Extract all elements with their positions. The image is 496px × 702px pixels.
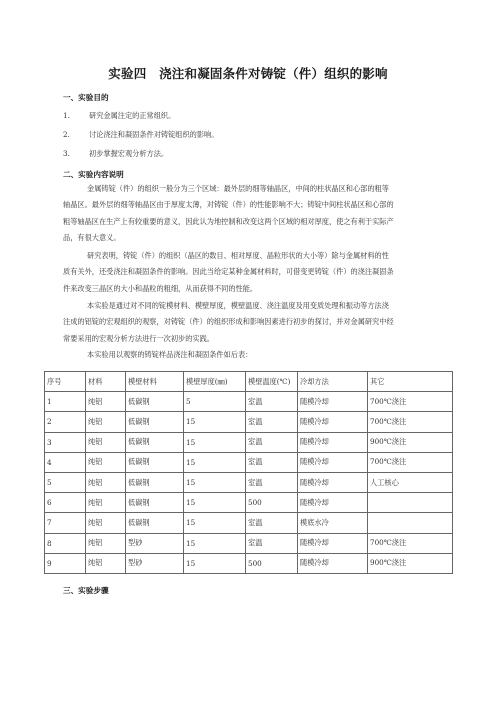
table-cell: 3: [45, 432, 86, 452]
objective-text: 初步掌握宏观分析方法。: [89, 149, 169, 158]
objective-number: 2.: [63, 130, 70, 139]
casting-conditions-table: [44, 371, 453, 574]
table-row: [45, 493, 453, 513]
table-cell: 低碳钢: [126, 392, 184, 412]
table-cell: 型砂: [126, 533, 184, 553]
table-cell: 低碳钢: [126, 412, 184, 432]
table-cell: 15: [184, 472, 246, 492]
table-cell: 5: [45, 472, 86, 492]
table-cell: 纯铝: [86, 553, 126, 573]
table-cell: 700℃浇注: [368, 392, 453, 412]
objective-item-3: [63, 149, 168, 159]
table-cell: 随模冷却: [298, 472, 368, 492]
table-cell: 低碳钢: [126, 452, 184, 472]
table-cell: 随模冷却: [298, 432, 368, 452]
table-cell: [368, 513, 453, 533]
table-cell: 5: [184, 392, 246, 412]
section-heading-steps: 三、实验步骤: [63, 586, 109, 595]
paragraph-research-findings: 研究表明，铸锭（件）的组织（晶区的数目、相对厚度、晶粒形状的大小等）除与金属材料的性 质有关外，还受浇注和凝固条件的影响。因此当给定某种金属材料时，可借变更铸锭（件）的浇注凝固条 件来改变三晶区的大小和晶粒的粗细，从而获得不同的性能。: [63, 251, 394, 293]
table-cell: 500: [246, 493, 298, 513]
table-row: [45, 513, 453, 533]
table-cell: 型砂: [126, 553, 184, 573]
objective-text: 研究金属注定的正常组织。: [89, 111, 176, 120]
table-cell: [368, 493, 453, 513]
table-cell: 15: [184, 513, 246, 533]
section-heading-content: 二、实验内容说明: [63, 170, 124, 179]
table-row: [45, 472, 453, 492]
table-cell: 纯铝: [86, 472, 126, 492]
table-cell: 2: [45, 412, 86, 432]
table-cell: 15: [184, 493, 246, 513]
table-header-cell: 模壁厚度(㎜): [184, 372, 246, 392]
table-cell: 随模冷却: [298, 452, 368, 472]
table-cell: 低碳钢: [126, 493, 184, 513]
table-cell: 随模冷却: [298, 412, 368, 432]
table-cell: 纯铝: [86, 412, 126, 432]
table-cell: 室温: [246, 452, 298, 472]
table-header-cell: 材料: [86, 372, 126, 392]
objective-number: 3.: [63, 149, 70, 158]
table-cell: 9: [45, 553, 86, 573]
table-cell: 人工核心: [368, 472, 453, 492]
table-cell: 纯铝: [86, 493, 126, 513]
table-header-row: [45, 372, 453, 392]
page-title: 实验四 浇注和凝固条件对铸锭（件）组织的影响: [108, 66, 388, 81]
table-cell: 7: [45, 513, 86, 533]
table-cell: 700℃浇注: [368, 533, 453, 553]
table-cell: 室温: [246, 533, 298, 553]
table-cell: 15: [184, 412, 246, 432]
table-cell: 15: [184, 533, 246, 553]
objective-text: 讨论浇注和凝固条件对铸锭组织的影响。: [89, 130, 219, 139]
table-cell: 纯铝: [86, 432, 126, 452]
paragraph-table-intro: 本实验用以观察的铸锭样品浇注和凝固条件如后表：: [87, 350, 253, 359]
section-heading-objectives: 一、实验目的: [63, 93, 109, 102]
table-cell: 室温: [246, 392, 298, 412]
table-cell: 500: [246, 553, 298, 573]
table-cell: 900℃浇注: [368, 553, 453, 573]
table-cell: 1: [45, 392, 86, 412]
table-row: [45, 412, 453, 432]
table-cell: 900℃浇注: [368, 432, 453, 452]
table-row: [45, 392, 453, 412]
table-row: [45, 553, 453, 573]
table-cell: 4: [45, 452, 86, 472]
table-cell: 15: [184, 553, 246, 573]
table-cell: 随模冷却: [298, 533, 368, 553]
table-cell: 8: [45, 533, 86, 553]
table-row: [45, 452, 453, 472]
table-cell: 15: [184, 432, 246, 452]
table-cell: 6: [45, 493, 86, 513]
table-cell: 模底水冷: [298, 513, 368, 533]
table-cell: 随模冷却: [298, 392, 368, 412]
table-cell: 纯铝: [86, 452, 126, 472]
table-cell: 低碳钢: [126, 472, 184, 492]
table-cell: 随模冷却: [298, 493, 368, 513]
table-cell: 纯铝: [86, 533, 126, 553]
table-cell: 纯铝: [86, 392, 126, 412]
table-header-cell: 模壁温度(℃): [246, 372, 298, 392]
paragraph-structure-zones: 金属铸锭（件）的组织一般分为三个区域：最外层的细等轴晶区，中间的柱状晶区和心部的粗等 轴晶区。最外层的细等轴晶区由于厚度太薄，对铸锭（件）的性能影响不大；铸锭中间柱状晶区和心部的 粗等轴晶区在生产上有较重要的意义，因此认为地控制和改变这两个区域的相对厚度，使之有利于实际产 品，有很大意义。: [63, 184, 394, 243]
table-cell: 低碳钢: [126, 432, 184, 452]
objective-item-2: [63, 130, 218, 140]
table-cell: 室温: [246, 412, 298, 432]
table-cell: 室温: [246, 513, 298, 533]
table-cell: 随模冷却: [298, 553, 368, 573]
table-header-cell: 冷却方法: [298, 372, 368, 392]
table-cell: 15: [184, 452, 246, 472]
table-header-cell: 其它: [368, 372, 453, 392]
table-cell: 纯铝: [86, 513, 126, 533]
paragraph-experiment-purpose: 本实验是通过对不同的锭模材料、模壁厚度，模壁温度、浇注温度及用变质处理和振动等方法浇 注成的铝锭的宏观组织的观察，对铸锭（件）的组织形成和影响因素进行初步的探讨，并对金属研究中经 常要采用的宏观分析方法进行一次初步的实践。: [63, 301, 394, 343]
table-cell: 700℃浇注: [368, 452, 453, 472]
table-row: [45, 432, 453, 452]
objective-number: 1.: [63, 111, 70, 120]
table-row: [45, 533, 453, 553]
table-cell: 700℃浇注: [368, 412, 453, 432]
table-cell: 室温: [246, 432, 298, 452]
table-header-cell: 序号: [45, 372, 86, 392]
table-cell: 低碳钢: [126, 513, 184, 533]
table-cell: 室温: [246, 472, 298, 492]
objective-item-1: [63, 111, 175, 121]
table-header-cell: 模壁材料: [126, 372, 184, 392]
